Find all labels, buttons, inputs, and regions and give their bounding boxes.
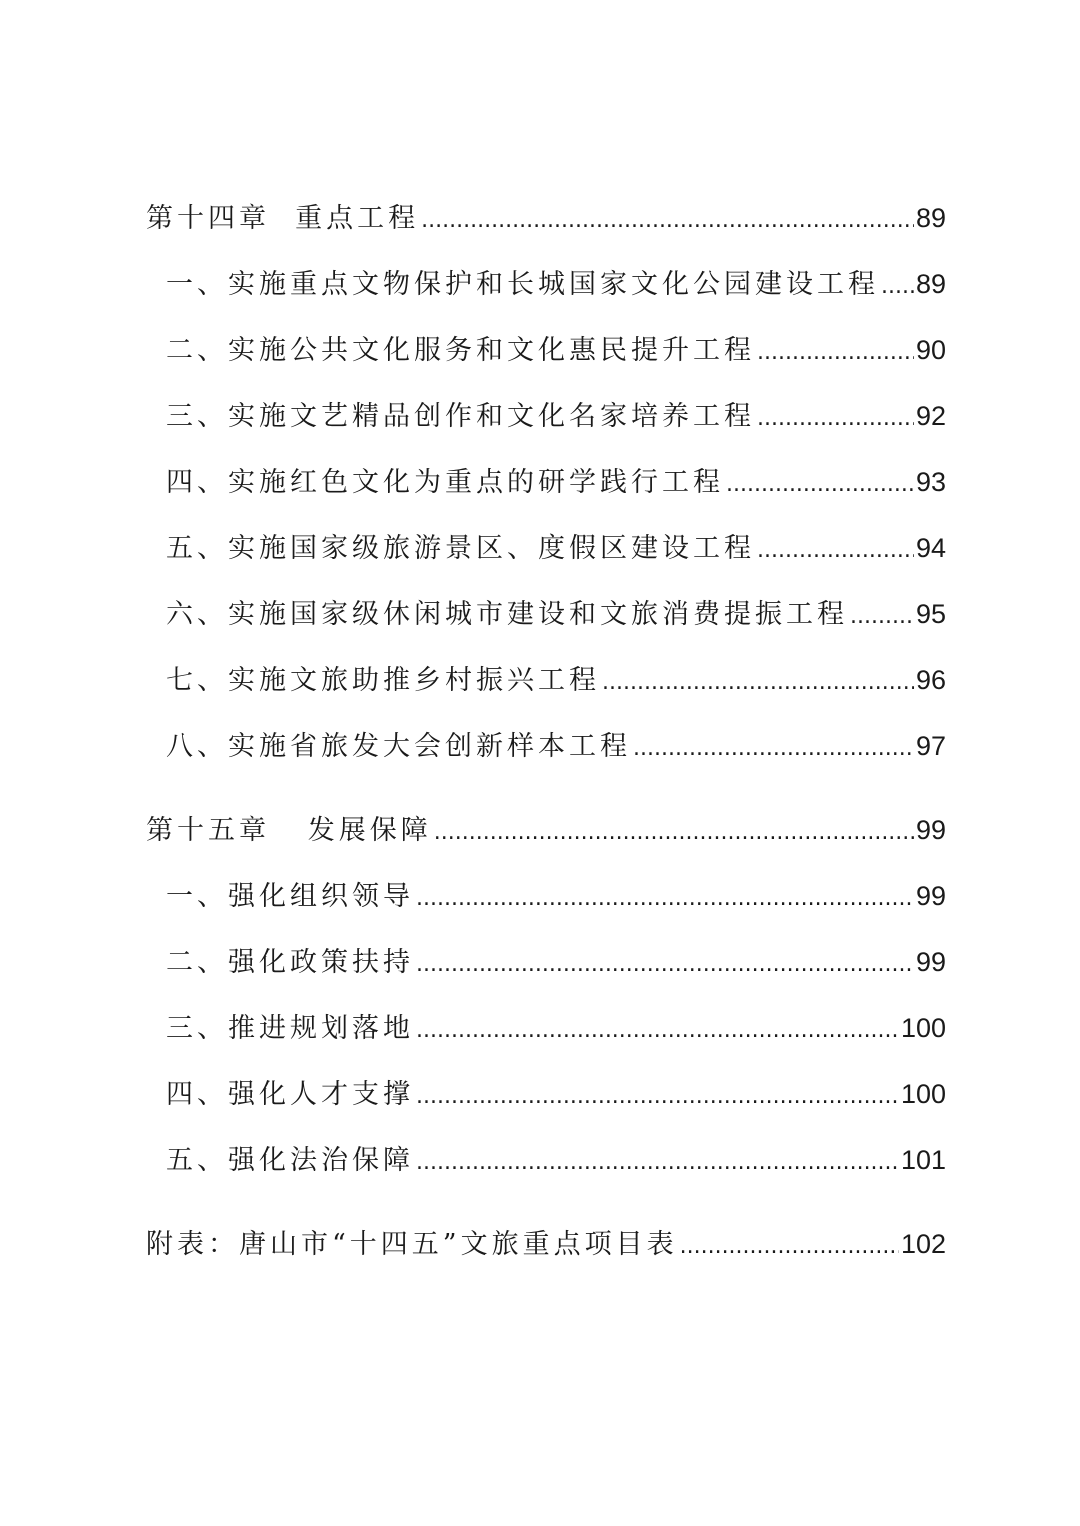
toc-page-number: 99 [915, 815, 946, 845]
toc-leader [726, 463, 914, 507]
toc-chapter-14[interactable] [146, 196, 946, 240]
toc-leader [416, 1009, 899, 1053]
toc-page-number: 102 [900, 1229, 946, 1259]
toc-page-number: 90 [915, 335, 946, 365]
toc-leader [421, 199, 914, 243]
toc-section[interactable] [166, 526, 946, 570]
toc-leader [416, 1075, 899, 1119]
toc-page-number: 93 [915, 467, 946, 497]
toc-section[interactable] [166, 658, 946, 702]
toc-section-title: 五、实施国家级旅游景区、度假区建设工程 [166, 533, 755, 564]
toc-chapter-title: 第十五章 发展保障 [146, 815, 432, 846]
toc-page-number: 89 [915, 269, 946, 299]
toc-section[interactable] [166, 262, 946, 306]
toc-appendix-title: 附表：唐山市“十四五”文旅重点项目表 [146, 1229, 678, 1260]
toc-section-title: 七、实施文旅助推乡村振兴工程 [166, 665, 600, 696]
toc-section-title: 五、强化法治保障 [166, 1145, 414, 1176]
toc-section-title: 四、强化人才支撑 [166, 1079, 414, 1110]
toc-section[interactable] [166, 724, 946, 768]
toc-page-number: 100 [900, 1079, 946, 1109]
toc-section[interactable] [166, 394, 946, 438]
toc-section[interactable] [166, 874, 946, 918]
toc-page-number: 100 [900, 1013, 946, 1043]
toc-leader [416, 1141, 899, 1185]
toc-section-title: 三、推进规划落地 [166, 1013, 414, 1044]
toc-chapter-title: 第十四章 重点工程 [146, 203, 420, 234]
toc-page-number: 96 [915, 665, 946, 695]
toc-section-title: 一、强化组织领导 [166, 881, 414, 912]
toc-section[interactable] [166, 460, 946, 504]
toc-section-title: 一、实施重点文物保护和长城国家文化公园建设工程 [166, 269, 879, 300]
toc-section[interactable] [166, 940, 946, 984]
toc-section-title: 八、实施省旅发大会创新样本工程 [166, 731, 631, 762]
toc-leader [881, 265, 914, 309]
toc-section-title: 六、实施国家级休闲城市建设和文旅消费提振工程 [166, 599, 848, 630]
toc-page-number: 99 [915, 947, 946, 977]
toc-leader [680, 1225, 899, 1269]
toc-section[interactable] [166, 328, 946, 372]
toc-section[interactable] [166, 592, 946, 636]
toc-page-number: 97 [915, 731, 946, 761]
toc-leader [757, 529, 914, 573]
toc-section[interactable] [166, 1138, 946, 1182]
toc-appendix[interactable] [146, 1222, 946, 1266]
toc-leader [416, 943, 914, 987]
toc-leader [602, 661, 914, 705]
toc-chapter-15[interactable] [146, 808, 946, 852]
toc-page-number: 101 [900, 1145, 946, 1175]
toc-section[interactable] [166, 1072, 946, 1116]
toc-page-number: 94 [915, 533, 946, 563]
toc-section-title: 四、实施红色文化为重点的研学践行工程 [166, 467, 724, 498]
toc-leader [757, 397, 914, 441]
toc-page-number: 95 [915, 599, 946, 629]
toc-section-title: 二、实施公共文化服务和文化惠民提升工程 [166, 335, 755, 366]
toc-page-number: 89 [915, 203, 946, 233]
toc-leader [757, 331, 914, 375]
toc-leader [434, 811, 914, 855]
toc-leader [850, 595, 914, 639]
toc-leader [633, 727, 914, 771]
toc-section-title: 三、实施文艺精品创作和文化名家培养工程 [166, 401, 755, 432]
toc-section-title: 二、强化政策扶持 [166, 947, 414, 978]
toc-page-number: 99 [915, 881, 946, 911]
toc-section[interactable] [166, 1006, 946, 1050]
toc-page-number: 92 [915, 401, 946, 431]
toc-leader [416, 877, 914, 921]
